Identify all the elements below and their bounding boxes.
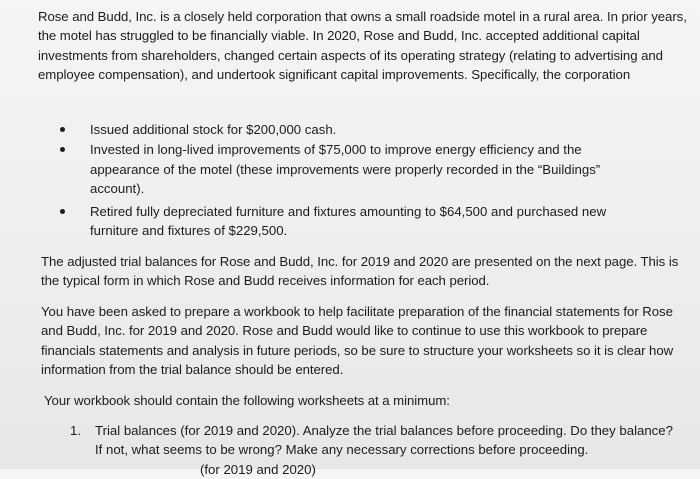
- list-item-text: Issued additional stock for $200,000 cash.: [90, 122, 337, 137]
- bullet-icon: [60, 127, 65, 132]
- list-item: [0, 421, 675, 460]
- intro-paragraph: Rose and Budd, Inc. is a closely held corporation that owns a small roadside motel in a rural area. In prior years, the motel has struggled to be financially viable. In 2020, Rose and Budd, Inc. accepted additional capital investments from shareholders, changed certain aspects of its operating strategy (relating to advertising and employee compensation), and undertook significant capital improvements. Specifically, the corporation: [38, 9, 687, 82]
- capital-activities-list: [0, 120, 700, 241]
- bullet-icon: [60, 147, 65, 152]
- list-item-text: Retired fully depreciated furniture and fixtures amounting to $64,500 and purchased new furniture and fixtures of $229,500.: [90, 204, 607, 239]
- list-item: [0, 120, 650, 139]
- list-number: 1.: [70, 423, 81, 438]
- trial-balance-paragraph: The adjusted trial balances for Rose and Budd, Inc. for 2019 and 2020 are presented on the next page. This is the typical form in which Rose and Budd receives information for each period.: [41, 254, 679, 289]
- list-item: [0, 202, 650, 241]
- workbook-requirements-heading: Your workbook should contain the following worksheets at a minimum:: [44, 393, 450, 408]
- list-item-text: Invested in long-lived improvements of $75,000 to improve energy efficiency and the appearance of the motel (these improvements were properly recorded in the “Buildings” account).: [90, 142, 601, 196]
- cutoff-text: (for 2019 and 2020): [200, 462, 316, 477]
- worksheet-list: [0, 421, 700, 460]
- list-item: [0, 140, 650, 198]
- list-item-text: Trial balances (for 2019 and 2020). Analyze the trial balances before proceeding. Do they balance? If not, what seems to be wrong? Make any necessary corrections before proceeding.: [95, 423, 673, 458]
- assignment-paragraph: You have been asked to prepare a workbook to help facilitate preparation of the financial statements for Rose and Budd, Inc. for 2019 and 2020. Rose and Budd would like to continue to use this workbook to prepare financials statements and analysis in future periods, so be sure to structure your worksheets so it is clear how information from the trial balance should be entered.: [41, 304, 674, 377]
- bullet-icon: [60, 209, 65, 214]
